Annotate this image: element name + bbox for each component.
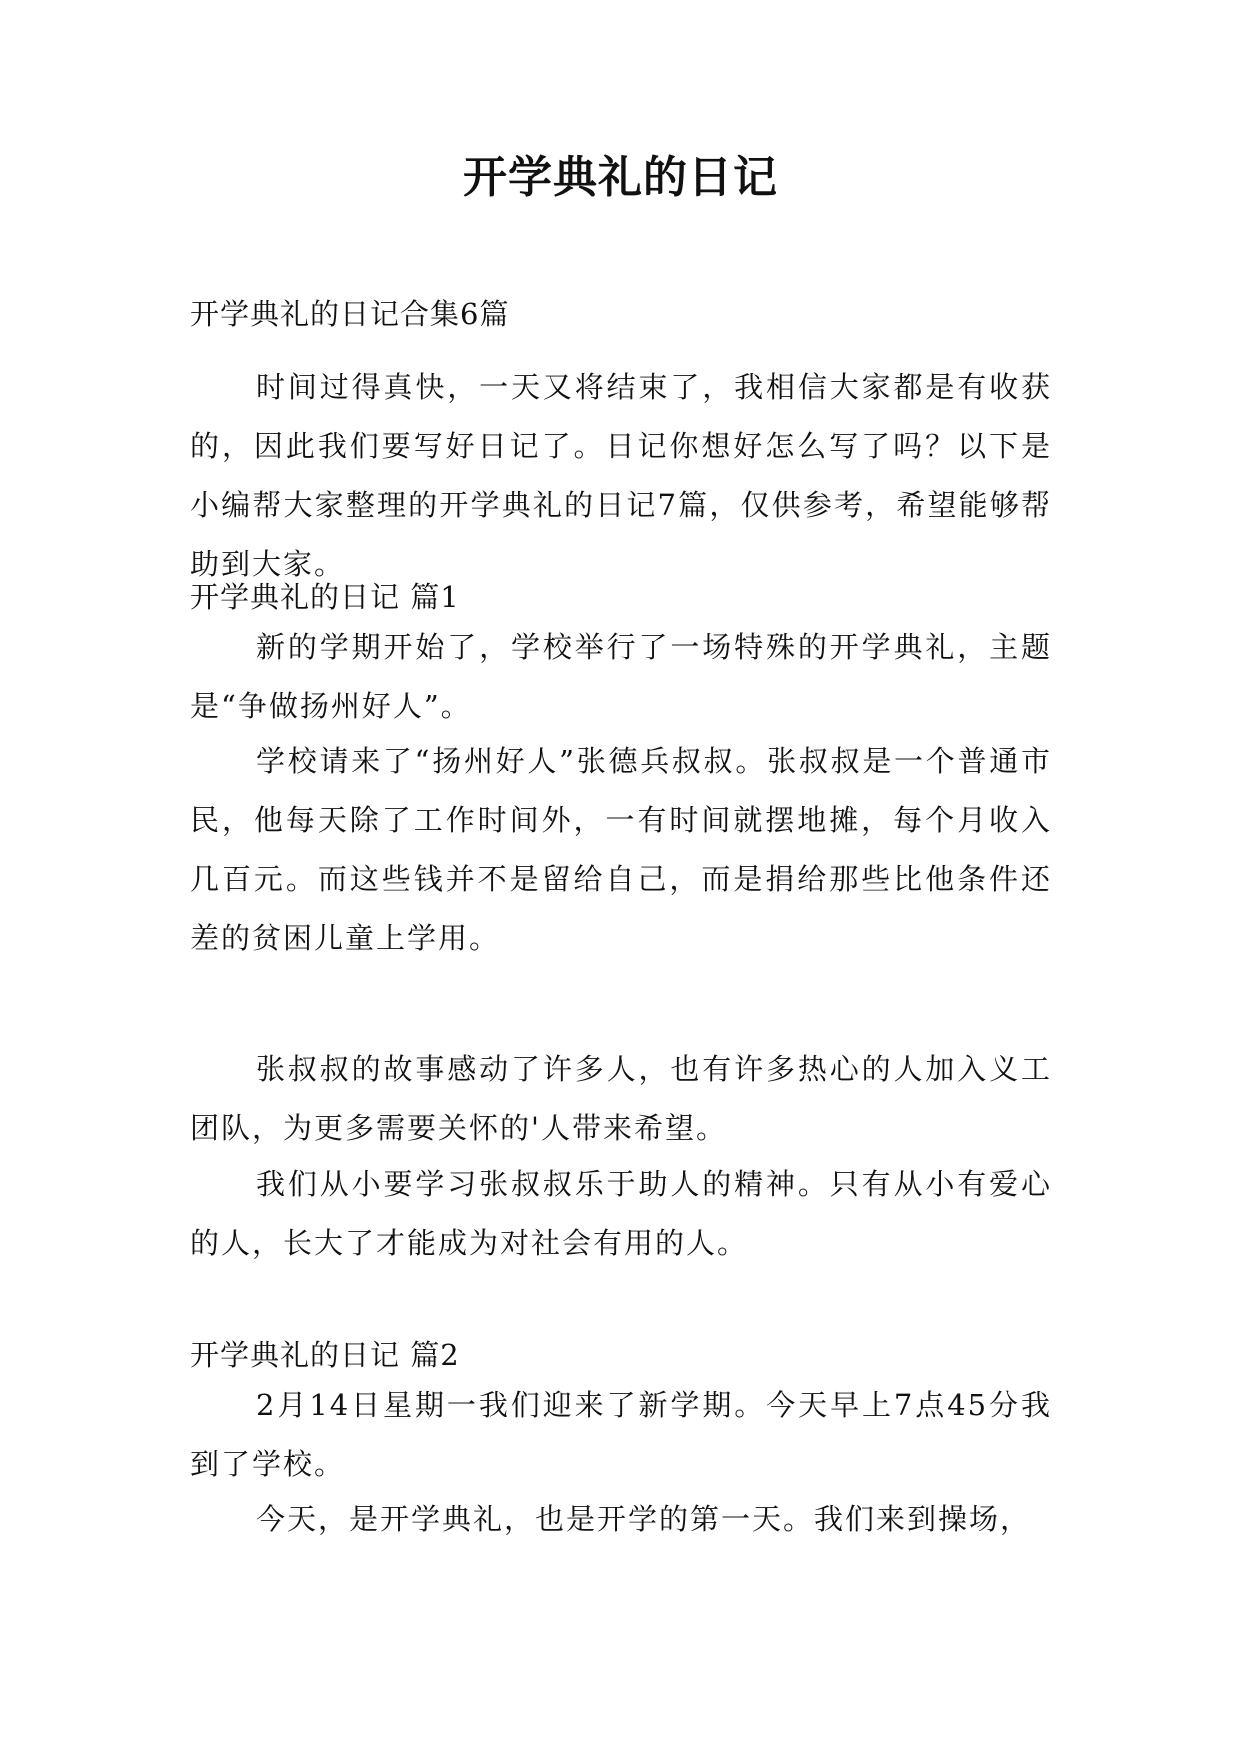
section-1-paragraph-4: 我们从小要学习张叔叔乐于助人的精神。只有从小有爱心的人，长大了才能成为对社会有用的人。 [190, 1167, 1052, 1260]
section-2-heading: 开学典礼的日记 篇2 [190, 1338, 460, 1372]
intro-paragraph: 时间过得真快，一天又将结束了，我相信大家都是有收获的，因此我们要写好日记了。日记你想好怎么写了吗？以下是小编帮大家整理的开学典礼的日记7篇，仅供参考，希望能够帮助到大家。 [190, 370, 1052, 581]
section-1-paragraph-2: 学校请来了“扬州好人”张德兵叔叔。张叔叔是一个普通市民，他每天除了工作时间外，一有时间就摆地摊，每个月收入几百元。而这些钱并不是留给自己，而是捐给那些比他条件还差的贫困儿童上学用。 [190, 744, 1052, 955]
section-2-paragraph-2: 今天，是开学典礼，也是开学的第一天。我们来到操场， [256, 1502, 1032, 1536]
document-subtitle: 开学典礼的日记合集6篇 [190, 297, 510, 331]
section-1-heading: 开学典礼的日记 篇1 [190, 580, 460, 614]
section-1-paragraph-3: 张叔叔的故事感动了许多人，也有许多热心的人加入义工团队，为更多需要关怀的'人带来希望。 [190, 1052, 1052, 1145]
document-title: 开学典礼的日记 [463, 152, 778, 203]
section-2-paragraph-1: 2月14日星期一我们迎来了新学期。今天早上7点45分我到了学校。 [190, 1388, 1052, 1481]
section-1-paragraph-1: 新的学期开始了，学校举行了一场特殊的开学典礼，主题是“争做扬州好人”。 [190, 630, 1052, 723]
